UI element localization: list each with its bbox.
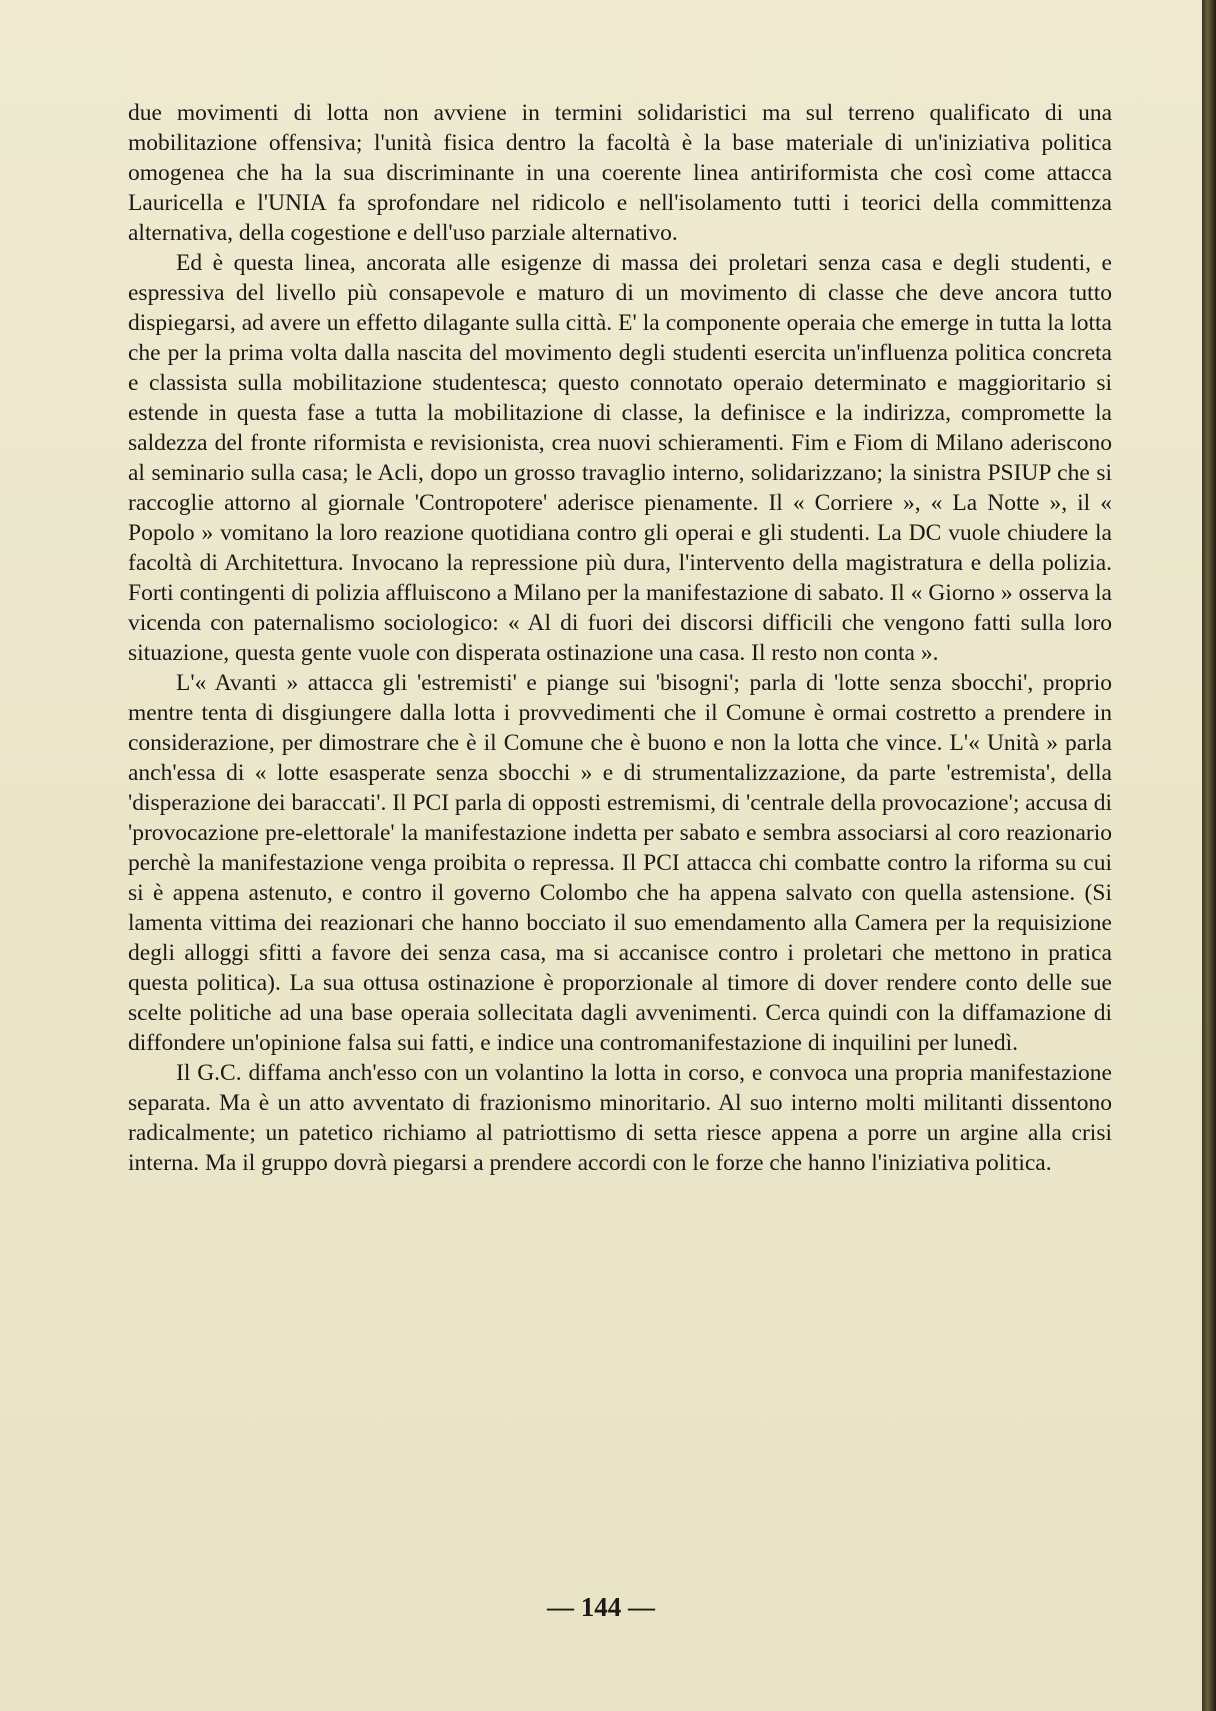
body-text [128,98,1112,1178]
paragraph-3: L'« Avanti » attacca gli 'estremisti' e piange sui 'bisogni'; parla di 'lotte senza sbocchi', proprio mentre tenta di disgiungere dalla lotta i provvedimenti che il Comune è ormai costretto a prendere in considerazione, per dimostrare che è il Comune che è buono e non la lotta che vince. L'« Unità » parla anch'essa di « lotte esasperate senza sbocchi » e di strumentalizzazione, da parte 'estremista', della 'disperazione dei baraccati'. Il PCI parla di opposti estremismi, di 'centrale della provocazione'; accusa di 'provocazione pre-elettorale' la manifestazione indetta per sabato e sembra associarsi al coro reazionario perchè la manifestazione venga proibita o repressa. Il PCI attacca chi combatte contro la riforma su cui si è appena astenuto, e contro il governo Colombo che ha appena salvato con quella astensione. (Si lamenta vittima dei reazionari che hanno bocciato il suo emendamento alla Camera per la requisizione degli alloggi sfitti a favore dei senza casa, ma si accanisce contro i proletari che mettono in pratica questa politica). La sua ottusa ostinazione è proporzionale al timore di dover rendere conto delle sue scelte politiche ad una base operaia sollecitata dagli avvenimenti. Cerca quindi con la diffamazione di diffondere un'opinione falsa sui fatti, e indice una contromanifestazione di inquilini per lunedì. [128,670,1112,1056]
page-number: — 144 — [547,1592,655,1622]
paragraph-4: Il G.C. diffama anch'esso con un volantino la lotta in corso, e convoca una propria manifestazione separata. Ma è un atto avventato di frazionismo minoritario. Al suo interno molti militanti dissentono radicalmente; un patetico richiamo al patriottismo di setta riesce appena a porre un argine alla crisi interna. Ma il gruppo dovrà piegarsi a prendere accordi con le forze che hanno l'iniziativa politica. [128,1060,1112,1176]
paragraph-1: due movimenti di lotta non avviene in termini solidaristici ma sul terreno qualificato di una mobilitazione offensiva; l'unità fisica dentro la facoltà è la base materiale di un'iniziativa politica omogenea che ha la sua discriminante in una coerente linea antiriformista che così come attacca Lauricella e l'UNIA fa sprofondare nel ridicolo e nell'isolamento tutti i teorici della committenza alternativa, della cogestione e dell'uso parziale alternativo. [128,100,1112,246]
paragraph-2: Ed è questa linea, ancorata alle esigenze di massa dei proletari senza casa e degli studenti, e espressiva del livello più consapevole e maturo di un movimento di classe che deve ancora tutto dispiegarsi, ad avere un effetto dilagante sulla città. E' la componente operaia che emerge in tutta la lotta che per la prima volta dalla nascita del movimento degli studenti esercita un'influenza politica concreta e classista sulla mobilitazione studentesca; questo connotato operaio determinato e maggioritario si estende in questa fase a tutta la mobilitazione di classe, la definisce e la indirizza, compromette la saldezza del fronte riformista e revisionista, crea nuovi schieramenti. Fim e Fiom di Milano aderiscono al seminario sulla casa; le Acli, dopo un grosso travaglio interno, solidarizzano; la sinistra PSIUP che si raccoglie attorno al giornale 'Contropotere' aderisce pienamente. Il « Corriere », « La Notte », il « Popolo » vomitano la loro reazione quotidiana contro gli operai e gli studenti. La DC vuole chiudere la facoltà di Architettura. Invocano la repressione più dura, l'intervento della magistratura e della polizia. Forti contingenti di polizia affluiscono a Milano per la manifestazione di sabato. Il « Giorno » osserva la vicenda con paternalismo sociologico: « Al di fuori dei discorsi difficili che vengono fatti sulla loro situazione, questa gente vuole con disperata ostinazione una casa. Il resto non conta ». [128,250,1112,666]
page-edge [1202,0,1216,1711]
